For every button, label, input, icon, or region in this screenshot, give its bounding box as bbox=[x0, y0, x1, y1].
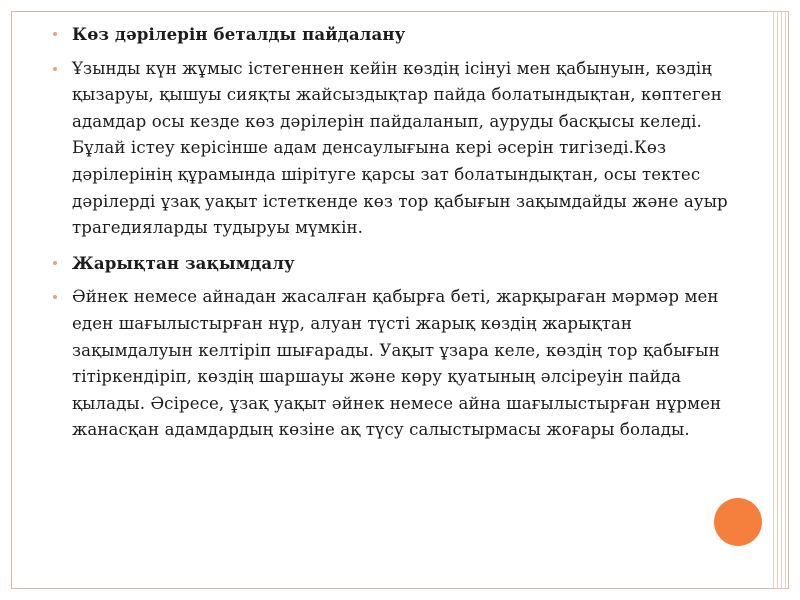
paragraph-text: Ұзынды күн жұмыс істегеннен кейін көздің ісінуі мен қабынуын, көздің қызаруы, қышуы сияқты жайсыздықтар пайда болатындықтан, көптеген адамдар осы кезде көз дәрілерін пайдаланып, ауруды басқысы келеді. Бұлай істеу керісінше адам денсаулығына кері әсерін тигізеді.Көз дәрілерінің құрамында шірітуге қарсы зат болатындықтан, осы тектес дәрілерді ұзақ уақыт істеткенде көз тор қабығын зақымдайды және ауыр трагедияларды тудыруы мүмкін. bbox=[72, 58, 728, 238]
heading-light-damage bbox=[50, 250, 750, 277]
paragraph-light-damage bbox=[50, 284, 750, 444]
bullet-icon bbox=[53, 295, 57, 299]
decorative-rule bbox=[773, 11, 774, 589]
heading-text: Көз дәрілерін беталды пайдалану bbox=[72, 24, 406, 44]
decorative-rule bbox=[781, 11, 782, 589]
heading-text: Жарықтан зақымдалу bbox=[72, 252, 295, 273]
bullet-icon bbox=[53, 32, 57, 36]
bullet-icon bbox=[53, 261, 57, 265]
accent-circle-icon bbox=[714, 498, 762, 546]
paragraph-text: Әйнек немесе айнадан жасалған қабырға беті, жарқыраған мәрмәр мен еден шағылыстырған нұр, алуан түсті жарық көздің жарықтан зақымдалуын келтіріп шығарады. Уақыт ұзара келе, көздің тор қабығын тітіркендіріп, көздің шаршауы және көру қуатының әлсіреуін пайда қылады. Әсіресе, ұзақ уақыт әйнек немесе айна шағылыстырған нұрмен жанасқан адамдардың көзіне ақ түсу салыстырмасы жоғары болады. bbox=[72, 287, 722, 440]
bullet-icon bbox=[53, 67, 57, 71]
slide-content bbox=[50, 21, 750, 452]
decorative-rule bbox=[777, 11, 778, 589]
decorative-rule bbox=[785, 11, 786, 589]
paragraph-eye-drops bbox=[50, 56, 750, 242]
heading-eye-drops bbox=[50, 21, 750, 48]
